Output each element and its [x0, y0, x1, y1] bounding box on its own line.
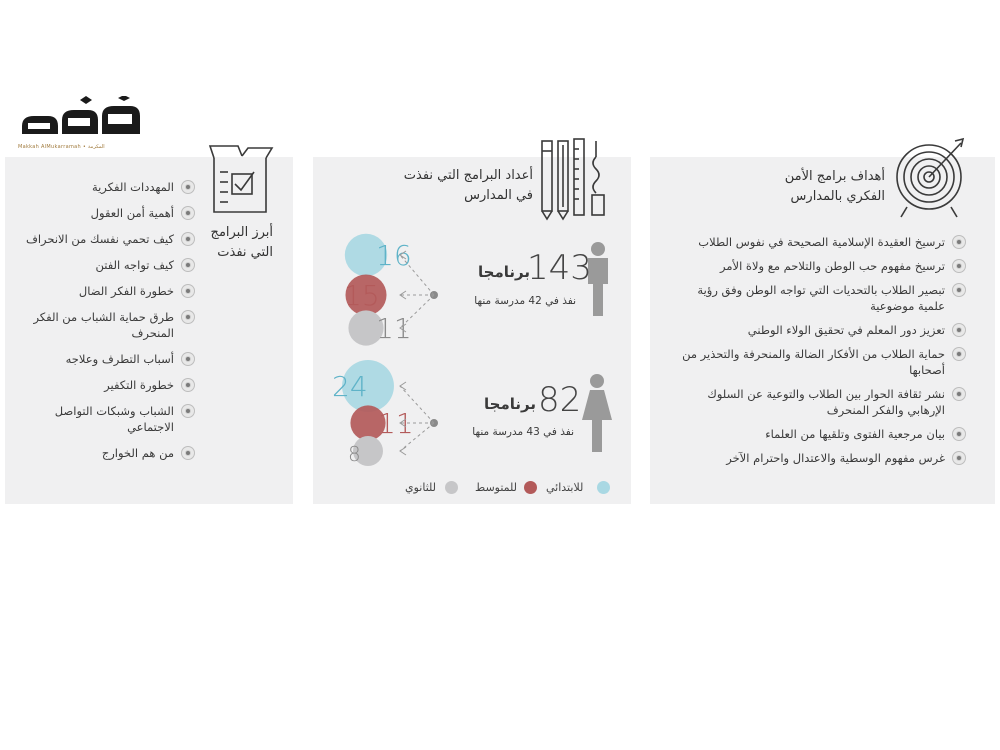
goal-item-text: ترسيخ مفهوم حب الوطن والتلاحم مع ولاة الأمر: [720, 259, 945, 273]
female-figure-icon: [590, 374, 604, 388]
male-total: 143: [527, 248, 592, 288]
goal-item-text: نشر ثقافة الحوار بين الطلاب والتوعية عن السلوك الإرهابي والفكر المنحرف: [707, 387, 945, 417]
male-subtext: نفذ في 42 مدرسة منها: [474, 295, 576, 307]
goal-item-text: تبصير الطلاب بالتحديات التي تواجه الوطن وفق رؤية علمية موضوعية: [697, 283, 945, 313]
legend-label-intermediate: للمتوسط: [475, 481, 518, 494]
top-programs-title: أبرز البرامج التي نفذت: [210, 225, 273, 260]
goal-item-text: تعزيز دور المعلم في تحقيق الولاء الوطني: [747, 323, 945, 337]
value-label-intermediate: 11: [378, 407, 414, 440]
male-unit: برنامجا: [478, 263, 530, 281]
legend-label-primary: للابتدائي: [546, 481, 584, 494]
program-item-text: الشباب وشبكات التواصل الاجتماعي: [54, 404, 174, 434]
legend-swatch-secondary: [445, 481, 458, 494]
female-subtext: نفذ في 43 مدرسة منها: [472, 426, 574, 438]
legend-swatch-primary: [597, 481, 610, 494]
program-item-text: من هم الخوارج: [101, 446, 174, 460]
value-label-primary: 16: [376, 239, 412, 272]
legend-swatch-intermediate: [524, 481, 537, 494]
goal-item-text: حماية الطلاب من الأفكار الضالة والمنحرفة والتحذير من أصحابها: [682, 347, 945, 377]
female-figure-body: [582, 390, 612, 452]
value-label-primary: 24: [332, 370, 368, 403]
program-item-text: طرق حماية الشباب من الفكر المنحرف: [33, 310, 174, 340]
program-item-text: خطورة التكفير: [104, 378, 174, 392]
goal-item-text: بيان مرجعية الفتوى وتلقيها من العلماء: [765, 427, 945, 441]
program-item-text: كيف تواجه الفتن: [95, 258, 174, 272]
legend-label-secondary: للثانوي: [405, 481, 437, 494]
value-label-secondary: 8: [348, 442, 361, 466]
program-item-text: خطورة الفكر الضال: [78, 284, 174, 298]
female-total: 82: [538, 380, 582, 420]
program-item-text: أهمية أمن العقول: [90, 206, 174, 220]
logo-subtitle: Makkah AlMukarramah • المكرمة: [18, 144, 105, 150]
goals-title: أهداف برامج الأمن الفكري بالمدارس: [784, 169, 885, 204]
program-item-text: المهددات الفكرية: [91, 180, 174, 194]
male-figure-icon: [591, 242, 605, 256]
connector-arrow: [400, 382, 406, 390]
connector-line: [400, 255, 434, 295]
connector-arrow: [400, 447, 406, 455]
goal-item-text: ترسيخ العقيدة الإسلامية الصحيحة في نفوس الطلاب: [698, 235, 945, 249]
program-item-text: أسباب التطرف وعلاجه: [65, 352, 174, 366]
program-item-text: كيف تحمي نفسك من الانحراف: [25, 232, 174, 246]
value-label-secondary: 11: [376, 312, 412, 345]
goal-item-text: غرس مفهوم الوسطية والاعتدال واحترام الآخر: [726, 451, 945, 465]
value-label-intermediate: 15: [344, 279, 380, 312]
programs-count-title: أعداد البرامج التي نفذت في المدارس: [403, 168, 533, 203]
female-unit: برنامجا: [484, 395, 536, 413]
